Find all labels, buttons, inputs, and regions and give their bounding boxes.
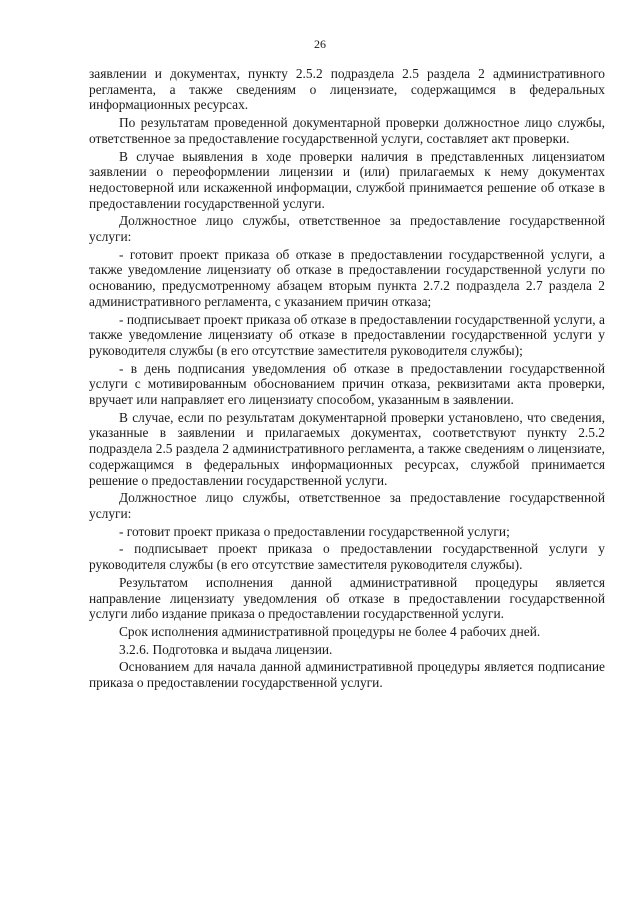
paragraph: В случае выявления в ходе проверки наличия в представленных лицензиатом заявлении о переоформлении лицензии и (или) прилагаемых к нему документах недостоверной или искаженной информации, службой принимается решение об отказе в предоставлении государственной услуги. xyxy=(89,148,605,211)
paragraph: - готовит проект приказа об отказе в предоставлении государственной услуги, а также уведомление лицензиату об отказе в предоставлении государственной услуги по основанию, предусмотренному абзацем вторым пункта 2.7.2 подраздела 2.7 раздела 2 административного регламента, с указанием причин отказа; xyxy=(89,246,605,309)
paragraph: - готовит проект приказа о предоставлении государственной услуги; xyxy=(119,523,510,539)
paragraph: В случае, если по результатам документарной проверки установлено, что сведения, указанные в заявлении и прилагаемых документах, соответствуют пункту 2.5.2 подраздела 2.5 раздела 2 административного регламента, а также сведениям о лицензиате, содержащимся в федеральных информационных ресурсах, службой принимается решение о предоставлении государственной услуги. xyxy=(89,409,605,488)
paragraph: Должностное лицо службы, ответственное за предоставление государственной услуги: xyxy=(89,213,605,245)
paragraph: Основанием для начала данной административной процедуры является подписание приказа о предоставлении государственной услуги. xyxy=(89,659,605,691)
paragraph: Срок исполнения административной процедуры не более 4 рабочих дней. xyxy=(119,623,541,639)
paragraph: заявлении и документах, пункту 2.5.2 подраздела 2.5 раздела 2 административного регламента, а также сведениям о лицензиате, содержащимся в федеральных информационных ресурсах. xyxy=(89,66,605,113)
page-number: 26 xyxy=(314,37,326,51)
paragraph: Должностное лицо службы, ответственное за предоставление государственной услуги: xyxy=(89,490,605,521)
paragraph: По результатам проведенной документарной проверки должностное лицо службы, ответственное за предоставление государственной услуги, составляет акт проверки. xyxy=(89,115,605,146)
paragraph: 3.2.6. Подготовка и выдача лицензии. xyxy=(119,641,333,657)
paragraph: - подписывает проект приказа об отказе в предоставлении государственной услуги, а также уведомление лицензиату об отказе в предоставлении государственной услуги у руководителя службы (в его отсутствие заместителя руководителя службы); xyxy=(89,311,605,358)
document-body xyxy=(89,66,605,693)
paragraph: Результатом исполнения данной административной процедуры является направление лицензиату уведомления об отказе в предоставлении государственной услуги либо издание приказа о предоставлении государственной услуги. xyxy=(89,574,605,622)
paragraph: - подписывает проект приказа о предоставлении государственной услуги у руководителя службы (в его отсутствие заместителя руководителя службы). xyxy=(89,541,605,573)
paragraph: - в день подписания уведомления об отказе в предоставлении государственной услуги с мотивированным обоснованием причин отказа, реквизитами акта проверки, вручает или направляет его лицензиату способом, указанным в заявлении. xyxy=(89,360,605,408)
